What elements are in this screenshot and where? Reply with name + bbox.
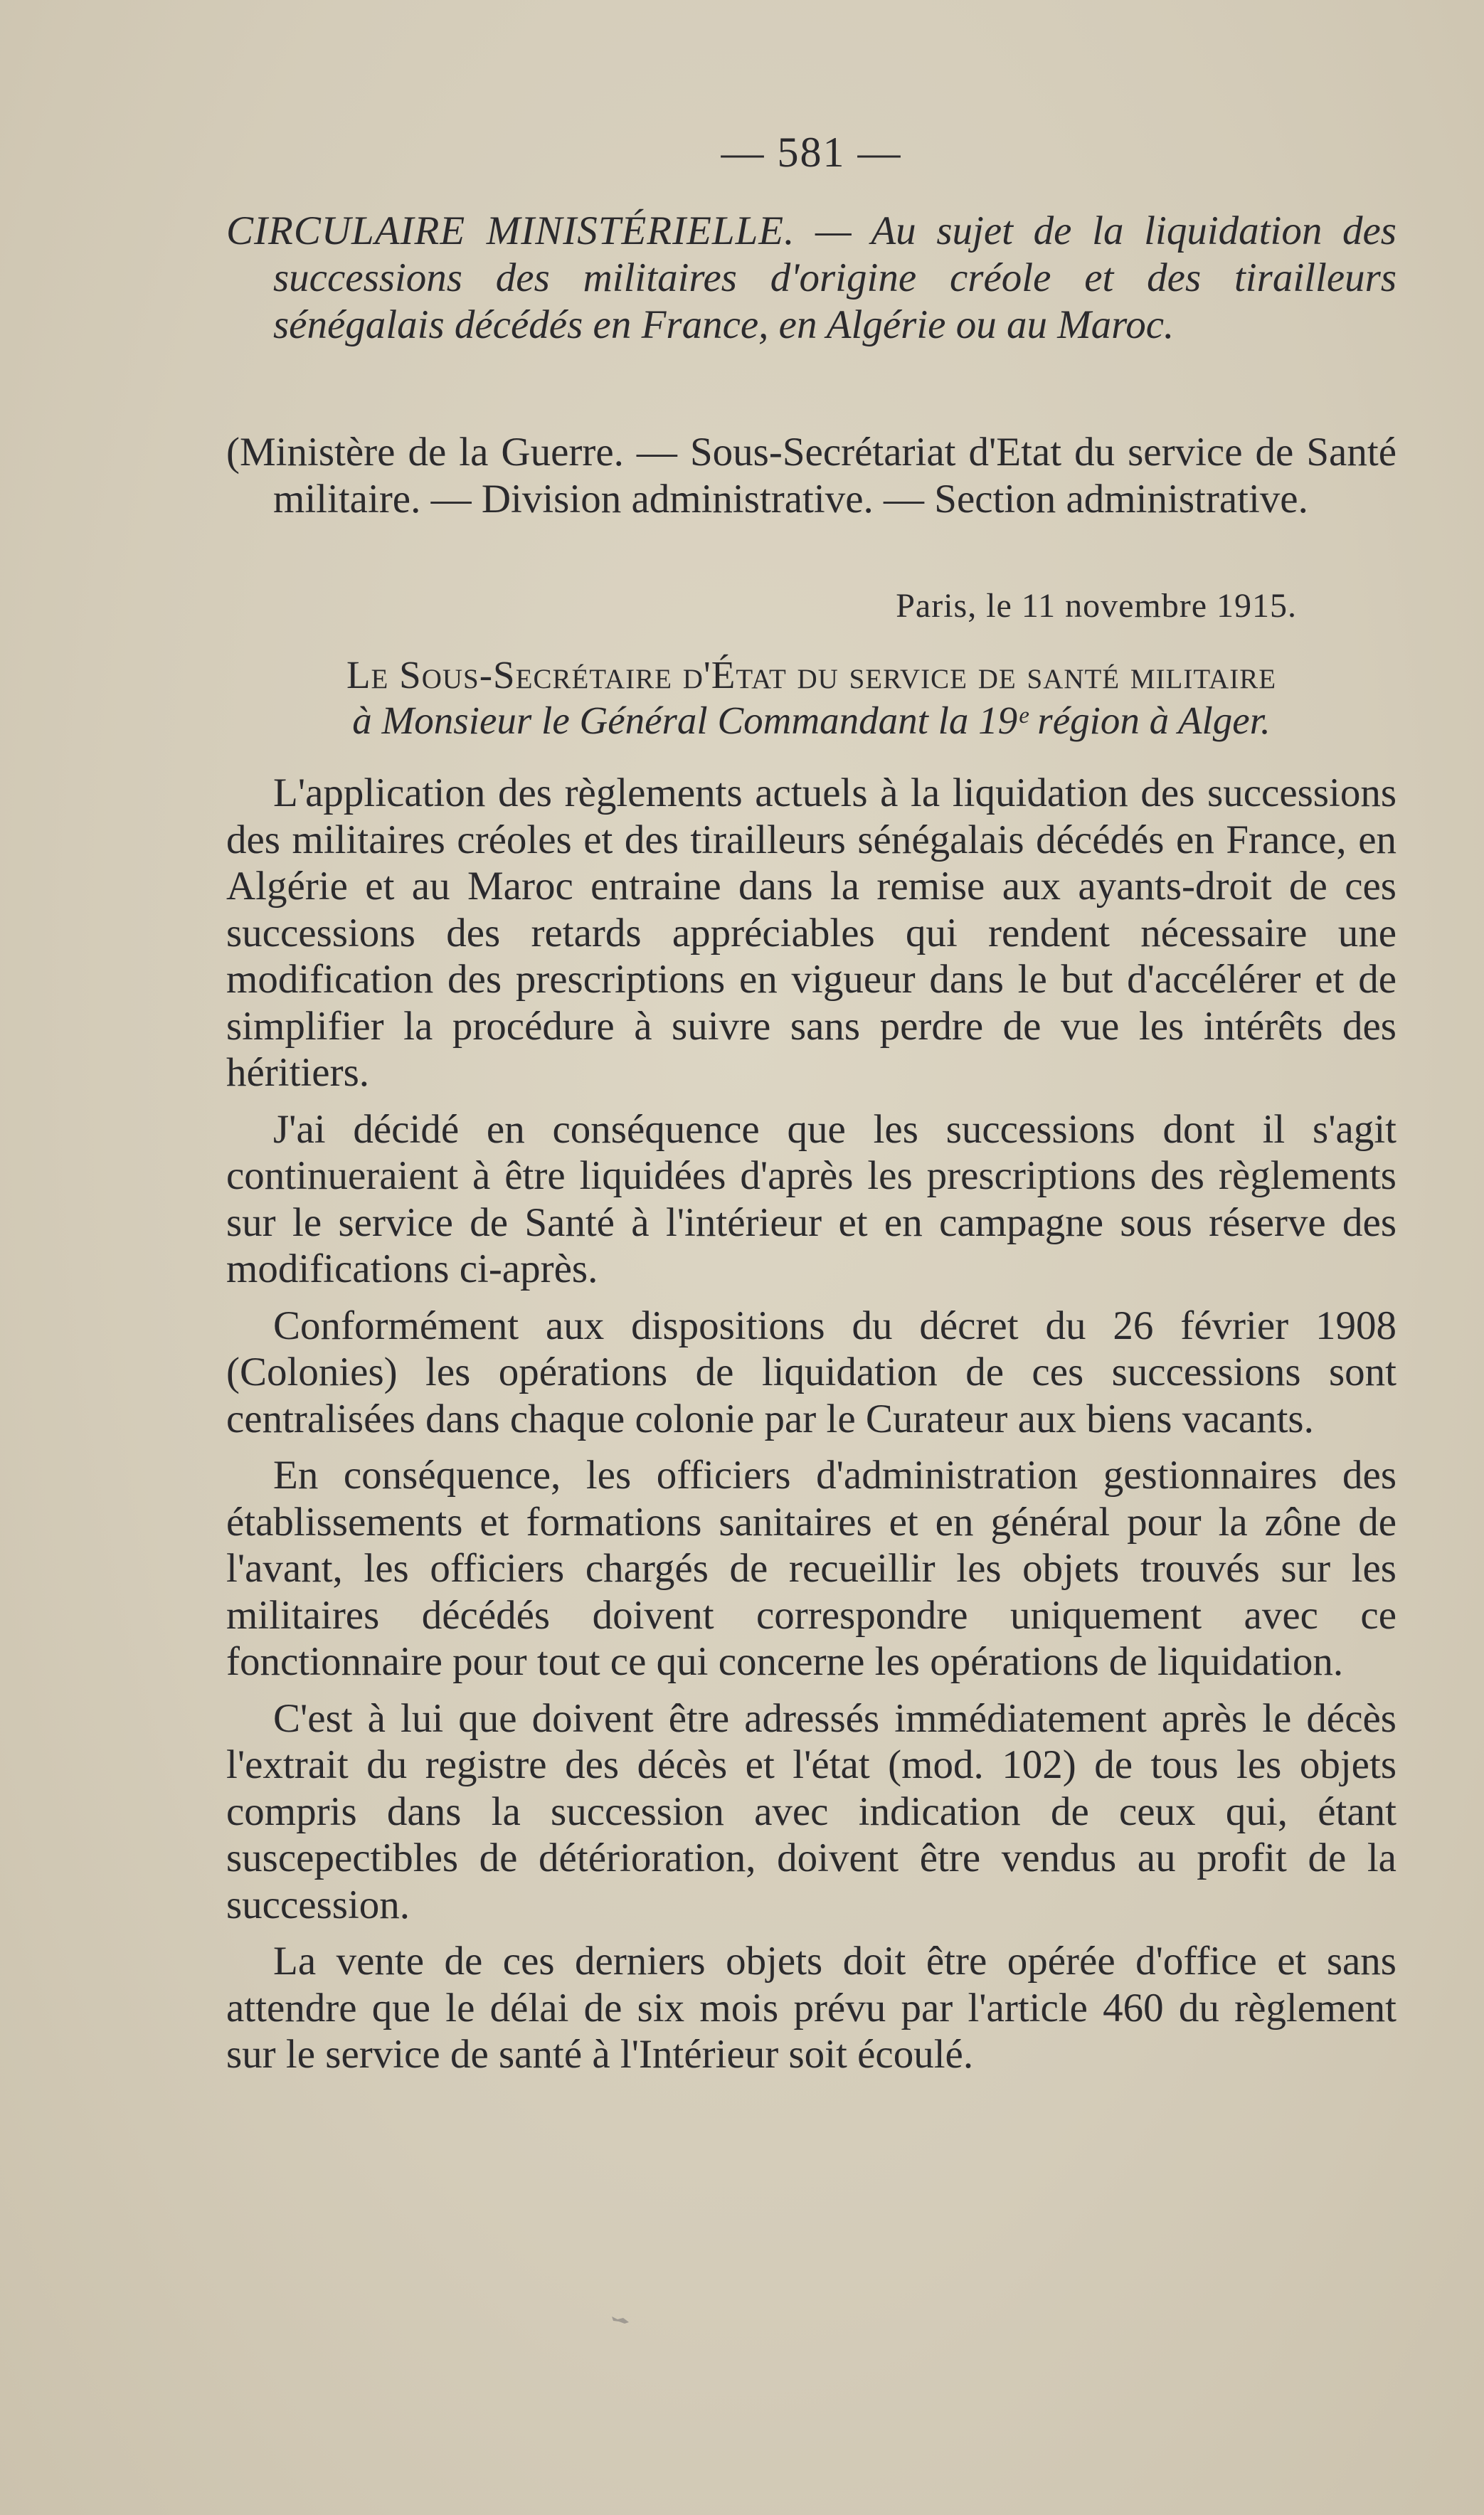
- circular-heading: CIRCULAIRE MINISTÉRIELLE.: [226, 208, 795, 253]
- letter-body: [226, 770, 1396, 2088]
- address-sender: Le Sous-Secrétaire d'État du service de santé militaire: [346, 653, 1277, 697]
- body-paragraph: La vente de ces derniers objets doit être opérée d'office et sans attendre que le délai de six mois prévu par l'article 460 du règlement sur le service de santé à l'Intérieur soit écoulé.: [226, 1939, 1396, 2077]
- circular-subject: — Au sujet de la liquidation des successions des militaires d'origine créole et des tirailleurs sénégalais décédés en France, en Algérie ou au Maroc.: [273, 208, 1396, 347]
- page-number: — 581 —: [721, 129, 902, 176]
- ink-smudge-mark: [610, 2312, 632, 2326]
- address-block: [226, 652, 1396, 743]
- body-paragraph: L'application des règlements actuels à la liquidation des successions des militaires créoles et des tirailleurs sénégalais décédés en France, en Algérie et au Maroc entraine dans la remise aux ayants-droit de ces successions des retards appréciables qui rendent nécessaire une modification des prescriptions en vigueur dans le but d'accélérer et de simplifier la procédure à suivre sans perdre de vue les intérêts des héritiers.: [226, 771, 1396, 1095]
- body-paragraph: Conformément aux dispositions du décret du 26 février 1908 (Colonies) les opérations de liquidation de ces successions sont centralisées dans chaque colonie par le Curateur aux biens vacants.: [226, 1303, 1396, 1441]
- circular-title: [226, 208, 1396, 349]
- body-paragraph: C'est à lui que doivent être adressés immédiatement après le décès l'extrait du registre des décès et l'état (mod. 102) de tous les objets compris dans la succession avec indication de ceux qui, étant suscepectibles de détérioration, doivent être vendus au profit de la succession.: [226, 1695, 1396, 1927]
- body-paragraph: J'ai décidé en conséquence que les successions dont il s'agit continueraient à être liquidées d'après les prescriptions des règlements sur le service de Santé à l'intérieur et en campagne sous réserve des modifications ci-après.: [226, 1106, 1396, 1291]
- body-paragraph: En conséquence, les officiers d'administration gestionnaires des établissements et formations sanitaires et en général pour la zône de l'avant, les officiers chargés de recueillir les objets trouvés sur les militaires décédés doivent correspondre uniquement avec ce fonctionnaire pour tout ce qui concerne les opérations de liquidation.: [226, 1453, 1396, 1684]
- dateline: Paris, le 11 novembre 1915.: [896, 587, 1297, 625]
- ministry-header: (Ministère de la Guerre. — Sous-Secrétariat d'Etat du service de Santé militaire. — Division administrative. — Section administrative.: [226, 430, 1396, 521]
- address-recipient: à Monsieur le Général Commandant la 19ᵉ région à Alger.: [352, 699, 1271, 742]
